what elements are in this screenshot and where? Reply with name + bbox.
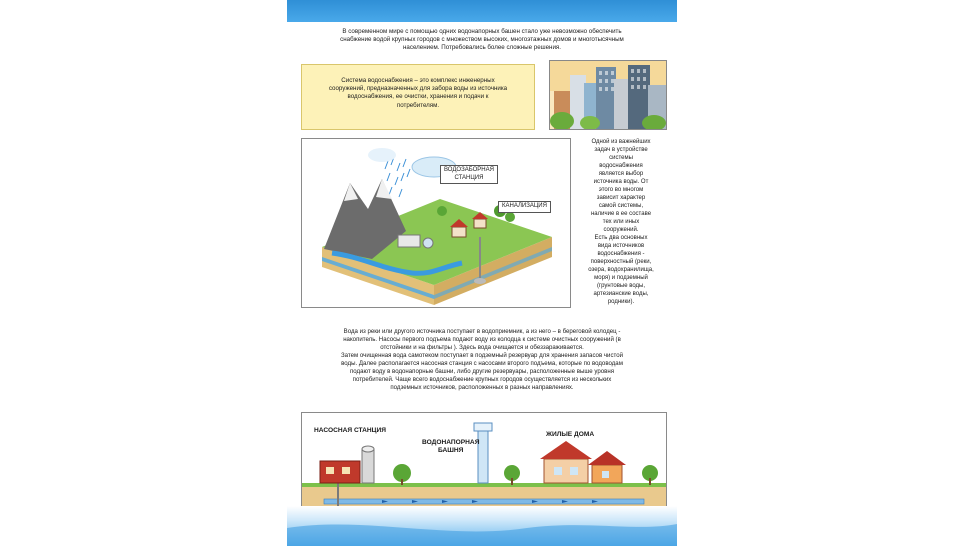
intro-paragraph: В современном мире с помощью одних водонапорных башен стало уже невозможно обеспечить снабжение водой крупных городов с множеством высоких, многоэтажных домов и многотысячным населением. Потребовались более сложные решения. [340, 28, 624, 52]
water-source-paragraph: Одной из важнейших задач в устройстве системы водоснабжения является выбор источника воды. От этого во многом зависит характер самой системы, наличие в ее составе тех или иных сооружений. Есть два основных вида источников водоснабжения - поверхностный (реки, озера, водохранилища, моря) и подземный (грунтовые воды, артезианские воды, родники). [588, 139, 654, 305]
rain-icon [385, 157, 410, 197]
water-tower-label: ВОДОНАПОРНАЯ БАШНЯ [422, 439, 480, 454]
houses-label: ЖИЛЫЕ ДОМА [546, 431, 595, 438]
city-illustration [549, 60, 667, 130]
pump-station-label: НАСОСНАЯ СТАНЦИЯ [314, 427, 386, 434]
poster-page [287, 0, 677, 546]
intake-station-label: ВОДОЗАБОРНАЯ СТАНЦИЯ [440, 165, 498, 184]
definition-text: Система водоснабжения – это комплекс инженерных сооружений, предназначенных для забора воды из источника водоснабжения, ее очистки, хранения и подачи к потребителям. [328, 77, 508, 109]
water-supply-landscape-diagram [301, 138, 571, 308]
top-blue-band [287, 0, 677, 22]
process-paragraph: Вода из реки или другого источника поступает в водоприемник, а из него – в береговой колодец - накопитель. Насосы первого подъема подают воду из колодца к системе очистных сооружений (в отстойники и на фильтры ). Здесь вода очищается и обеззараживается. Затем очищенная вода самотеком поступает в подземный резервуар для хранения запасов чистой воды. Далее располагается насосная станция с насосами второго подъема, которые по водоводам подают воду в водонапорные башни, либо другие резервуары, расположенные выше уровня потребителей. Чаще всего водоснабжение крупных городов осуществляется из нескольких подземных источников, расположенных в разных направлениях. [340, 328, 624, 391]
bottom-wave-decoration [287, 506, 677, 546]
sewerage-label: КАНАЛИЗАЦИЯ [498, 201, 551, 213]
definition-box [301, 64, 535, 130]
